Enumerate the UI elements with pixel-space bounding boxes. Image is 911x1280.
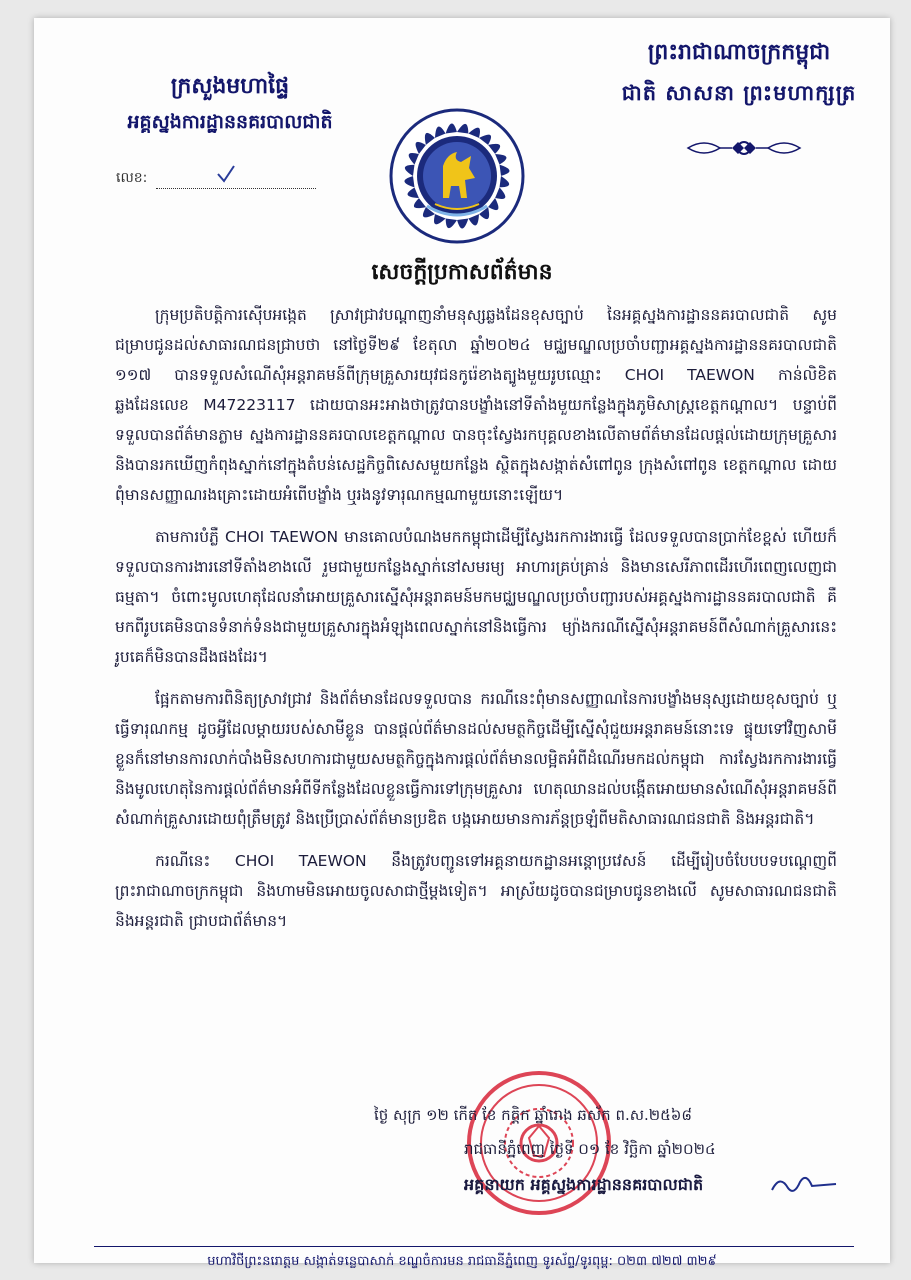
reference-number	[116, 168, 316, 189]
kingdom-header	[594, 38, 884, 111]
footer-divider	[94, 1246, 854, 1247]
reference-label: លេខ:	[116, 170, 148, 186]
document-title: សេចក្តីប្រកាសព័ត៌មាន	[371, 259, 553, 285]
footer-address: មហាវិថីព្រះនរោត្តម សង្កាត់ទន្លេបាសាក់ ខណ្ឌចំការមន រាជធានីភ្នំពេញ ទូរស័ព្ទ/ទូរពុម្ព: ០២៣ ៧២៧ ៣២៩	[207, 1254, 717, 1269]
paragraph-1: ក្រុមប្រតិបត្តិការស៊ើបអង្កេត ស្រាវជ្រាវបណ្តាញនាំមនុស្សឆ្លងដែនខុសច្បាប់ នៃអគ្គស្នងការដ្ឋាននគរបាលជាតិ សូមជម្រាបជូនដល់សាធារណជនជ្រាបថា នៅថ្ងៃទី២៩ ខែតុលា ឆ្នាំ២០២៤ មជ្ឈមណ្ឌលប្រចាំបញ្ជាអគ្គស្នងការដ្ឋាននគរបាលជាតិ ១១៧ បានទទួលសំណើសុំអន្តរាគមន៍ពីក្រុមគ្រួសារយុវជនកូរ៉េខាងត្បូងមួយរូបឈ្មោះ CHOI TAEWON កាន់លិខិតឆ្លងដែនលេខ M47223117 ដោយបានអះអាងថាត្រូវបានបង្ខាំងនៅទីតាំងមួយកន្លែងក្នុងភូមិសាស្ត្រខេត្តកណ្តាល។ បន្ទាប់ពីទទួលបានព័ត៌មានភ្លាម ស្នងការដ្ឋាននគរបាលខេត្តកណ្តាល បានចុះស្វែងរកបុគ្គលខាងលើតាមព័ត៌មានដែលផ្តល់ដោយក្រុមគ្រួសារ និងបានរកឃើញកំពុងស្នាក់នៅក្នុងតំបន់សេដ្ឋកិច្ចពិសេសមួយកន្លែង ស្ថិតក្នុងសង្កាត់សំពៅពូន ក្រុងសំពៅពូន ខេត្តកណ្តាល ដោយពុំមានសញ្ញាណរងគ្រោះដោយអំពើបង្ខាំង ឬរងនូវទារុណកម្មណាមួយនោះឡើយ។	[115, 306, 837, 504]
paragraph-2: តាមការបំភ្លឺ CHOI TAEWON មានគោលបំណងមកកម្ពុជាដើម្បីស្វែងរកការងារធ្វើ ដែលទទួលបានប្រាក់ខែខ្ពស់ ហើយក៏ទទួលបានការងារនៅទីតាំងខាងលើ រួមជាមួយកន្លែងស្នាក់នៅសមរម្យ អាហារគ្រប់គ្រាន់ និងមានសេរីភាពដើរហើរពេញលេញជាធម្មតា។ ចំពោះមូលហេតុដែលនាំអោយគ្រួសារស្នើសុំអន្តរាគមន៍មកមជ្ឈមណ្ឌលប្រចាំបញ្ជារបស់អគ្គស្នងការដ្ឋាននគរបាលជាតិ គឺមកពីរូបគេមិនបានទំនាក់ទំនងជាមួយគ្រួសារក្នុងអំឡុងពេលស្នាក់នៅនិងធ្វើការ ម្យ៉ាងករណីស្នើសុំអន្តរាគមន៍ពីសំណាក់គ្រួសារនេះ រូបគេក៏មិនបានដឹងផងដែរ។	[115, 528, 837, 666]
national-motto: ជាតិ សាសនា ព្រះមហាក្សត្រ	[621, 80, 857, 105]
ministry-name: ក្រសួងមហាផ្ទៃ	[170, 73, 290, 99]
police-emblem-icon	[387, 106, 527, 246]
ministry-header	[110, 72, 350, 138]
department-name: អគ្គស្នងការដ្ឋាននគរបាលជាតិ	[127, 111, 333, 133]
lunar-date: ថ្ងៃ សុក្រ ១២ កើត ខែ កត្តិក ឆ្នាំរោង ឆស័ក ព.ស.២៥៦៨	[374, 1106, 693, 1124]
document-page	[34, 18, 890, 1269]
reference-dots	[156, 174, 316, 189]
ornament-icon	[684, 136, 804, 160]
signer-title: អគ្គនាយក អគ្គស្នងការដ្ឋាននគរបាលជាតិ	[464, 1175, 704, 1194]
signature	[770, 1170, 840, 1200]
checkmark-icon	[216, 164, 236, 184]
solar-date: រាជធានីភ្នំពេញ ថ្ងៃទី ០១ ខែ វិច្ឆិកា ឆ្នាំ២០២៤	[464, 1140, 716, 1158]
kingdom-title: ព្រះរាជាណាចក្រកម្ពុជា	[647, 39, 831, 65]
paragraph-4: ករណីនេះ CHOI TAEWON នឹងត្រូវបញ្ជូនទៅអគ្គនាយកដ្ឋានអន្តោប្រវេសន៍ ដើម្បីរៀបចំបែបបទបណ្តេញពីព្រះរាជាណាចក្រកម្ពុជា និងហាមមិនអោយចូលសាជាថ្មីម្តងទៀត។ អាស្រ័យដូចបានជម្រាបជូនខាងលើ សូមសាធារណជនជាតិ និងអន្តរជាតិ ជ្រាបជាព័ត៌មាន។	[115, 852, 837, 930]
paragraph-3: ផ្អែកតាមការពិនិត្យស្រាវជ្រាវ និងព័ត៌មានដែលទទួលបាន ករណីនេះពុំមានសញ្ញាណនៃការបង្ខាំងមនុស្សដោយខុសច្បាប់ ឬធ្វើទារុណកម្ម ដូចអ្វីដែលម្តាយរបស់សាមីខ្លួន បានផ្តល់ព័ត៌មានដល់សមត្ថកិច្ចដើម្បីស្នើសុំជួយអន្តរាគមន៍នោះទេ ផ្ទុយទៅវិញសាមីខ្លួនក៏នៅមានការលាក់បាំងមិនសហការជាមួយសមត្ថកិច្ចក្នុងការផ្តល់ព័ត៌មានលម្អិតអំពីដំណើរមកដល់កម្ពុជា ការស្វែងរកការងារធ្វើ និងមូលហេតុនៃការផ្តល់ព័ត៌មានអំពីទីកន្លែងដែលខ្លួនធ្វើការទៅក្រុមគ្រួសារ ហេតុឈានដល់បង្កើតអោយមានសំណើសុំអន្តរាគមន៍ពីសំណាក់គ្រួសារដោយពុំត្រឹមត្រូវ និងប្រើប្រាស់ព័ត៌មានប្រឌិត បង្កអោយមានការភ័ន្តច្រឡំពីមតិសាធារណជនជាតិ និងអន្តរជាតិ។	[115, 690, 837, 828]
document-body	[115, 300, 837, 948]
